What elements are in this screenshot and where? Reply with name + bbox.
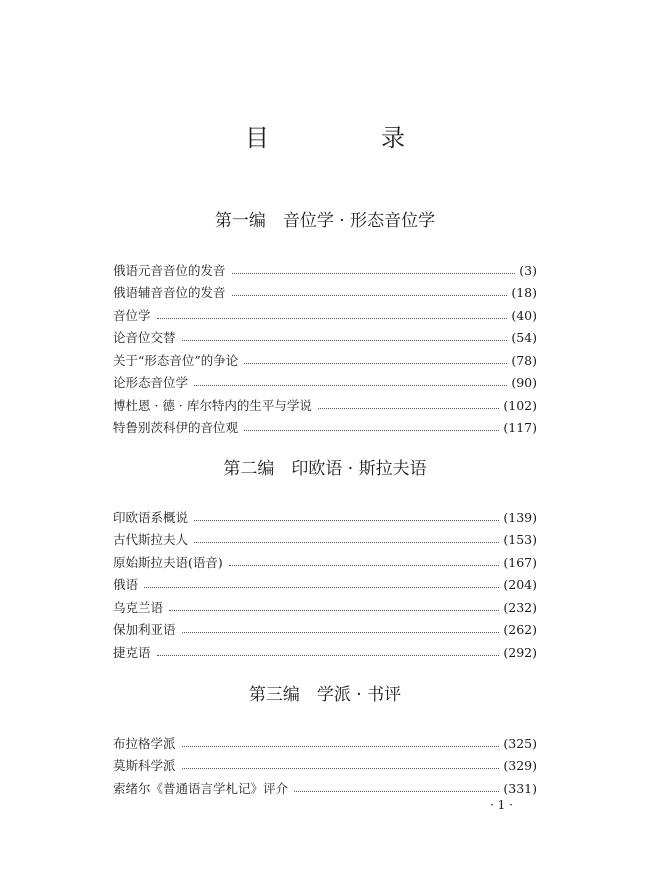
toc-entry-title: 论形态音位学: [113, 375, 189, 390]
toc-entry[interactable]: [113, 279, 537, 302]
toc-entry[interactable]: [113, 414, 537, 437]
toc-entry-page: (331): [503, 780, 537, 796]
toc-entry-title: 俄语辅音音位的发音: [113, 285, 226, 300]
toc-entry[interactable]: [113, 616, 537, 639]
toc-entry-title: 博杜恩 · 德 · 库尔特内的生平与学说: [113, 397, 312, 413]
toc-entry-page: (325): [503, 735, 537, 751]
toc-entry-title: 论音位交替: [113, 330, 176, 345]
dot-leader: [244, 430, 499, 431]
dot-leader: [244, 363, 507, 364]
dot-leader: [182, 632, 500, 633]
toc-entry[interactable]: [113, 503, 537, 526]
part-heading-3: 第三编 学派 · 书评: [248, 685, 402, 705]
toc-entry[interactable]: [113, 369, 537, 392]
toc-list-part-2: [113, 503, 537, 661]
toc-entry-title: 俄语元音音位的发音: [113, 262, 226, 278]
toc-entry[interactable]: [113, 526, 537, 549]
toc-entry-page: (3): [519, 262, 537, 278]
toc-entry-title: 原始斯拉夫语(语音): [113, 554, 223, 570]
dot-leader: [182, 746, 500, 747]
toc-entry-page: (292): [503, 644, 537, 660]
toc-entry-title: 捷克语: [113, 644, 151, 660]
dot-leader: [182, 768, 500, 769]
toc-entry[interactable]: [113, 324, 537, 347]
toc-entry-page: (102): [503, 397, 537, 413]
dot-leader: [194, 542, 499, 543]
toc-entry[interactable]: [113, 391, 537, 414]
toc-list-part-1: [113, 256, 537, 436]
toc-entry-title: 俄语: [113, 577, 139, 592]
toc-entry-title: 布拉格学派: [113, 735, 176, 751]
toc-entry[interactable]: [113, 256, 537, 279]
toc-entry-title: 保加利亚语: [113, 622, 176, 637]
dot-leader: [232, 295, 508, 296]
dot-leader: [144, 587, 499, 588]
dot-leader: [229, 565, 500, 566]
toc-entry-page: (329): [503, 758, 537, 773]
dot-leader: [232, 273, 516, 274]
toc-entry[interactable]: [113, 774, 537, 797]
toc-entry-page: (78): [511, 352, 537, 368]
toc-entry-page: (153): [503, 532, 537, 547]
toc-entry[interactable]: [113, 301, 537, 324]
part-heading-2: 第二编 印欧语 · 斯拉夫语: [223, 459, 427, 479]
toc-entry-page: (204): [503, 577, 537, 592]
toc-entry[interactable]: [113, 593, 537, 616]
dot-leader: [194, 520, 499, 521]
toc-entry-title: 古代斯拉夫人: [113, 532, 189, 547]
toc-entry-page: (18): [511, 285, 537, 300]
dot-leader: [318, 408, 500, 409]
toc-entry-page: (117): [503, 420, 537, 435]
toc-entry-page: (90): [511, 375, 537, 390]
toc-entry[interactable]: [113, 571, 537, 594]
toc-entry-title: 音位学: [113, 307, 151, 323]
page-number: · 1 ·: [490, 798, 513, 812]
toc-entry-title: 乌克兰语: [113, 599, 164, 615]
toc-entry-page: (167): [503, 554, 537, 570]
dot-leader: [157, 318, 508, 319]
part-heading-1: 第一编 音位学 · 形态音位学: [214, 211, 436, 231]
toc-entry-page: (54): [511, 330, 537, 345]
toc-entry[interactable]: [113, 752, 537, 775]
toc-entry[interactable]: [113, 346, 537, 369]
dot-leader: [157, 655, 500, 656]
page-title: 目 录: [245, 124, 449, 152]
toc-list-part-3: [113, 729, 537, 797]
toc-entry-title: 特鲁别茨科伊的音位观: [113, 420, 239, 435]
toc-entry-page: (139): [503, 509, 537, 525]
toc-entry[interactable]: [113, 729, 537, 752]
toc-entry-title: 关于“形态音位”的争论: [113, 352, 239, 368]
toc-entry-title: 莫斯科学派: [113, 758, 176, 773]
dot-leader: [294, 791, 499, 792]
toc-entry-page: (262): [503, 622, 537, 637]
dot-leader: [182, 340, 508, 341]
toc-entry-page: (40): [511, 307, 537, 323]
toc-entry-title: 印欧语系概说: [113, 509, 189, 525]
toc-entry-page: (232): [503, 599, 537, 615]
toc-entry-title: 索绪尔《普通语言学札记》评介: [113, 780, 289, 796]
dot-leader: [169, 610, 499, 611]
toc-entry[interactable]: [113, 638, 537, 661]
toc-entry[interactable]: [113, 548, 537, 571]
dot-leader: [194, 385, 507, 386]
